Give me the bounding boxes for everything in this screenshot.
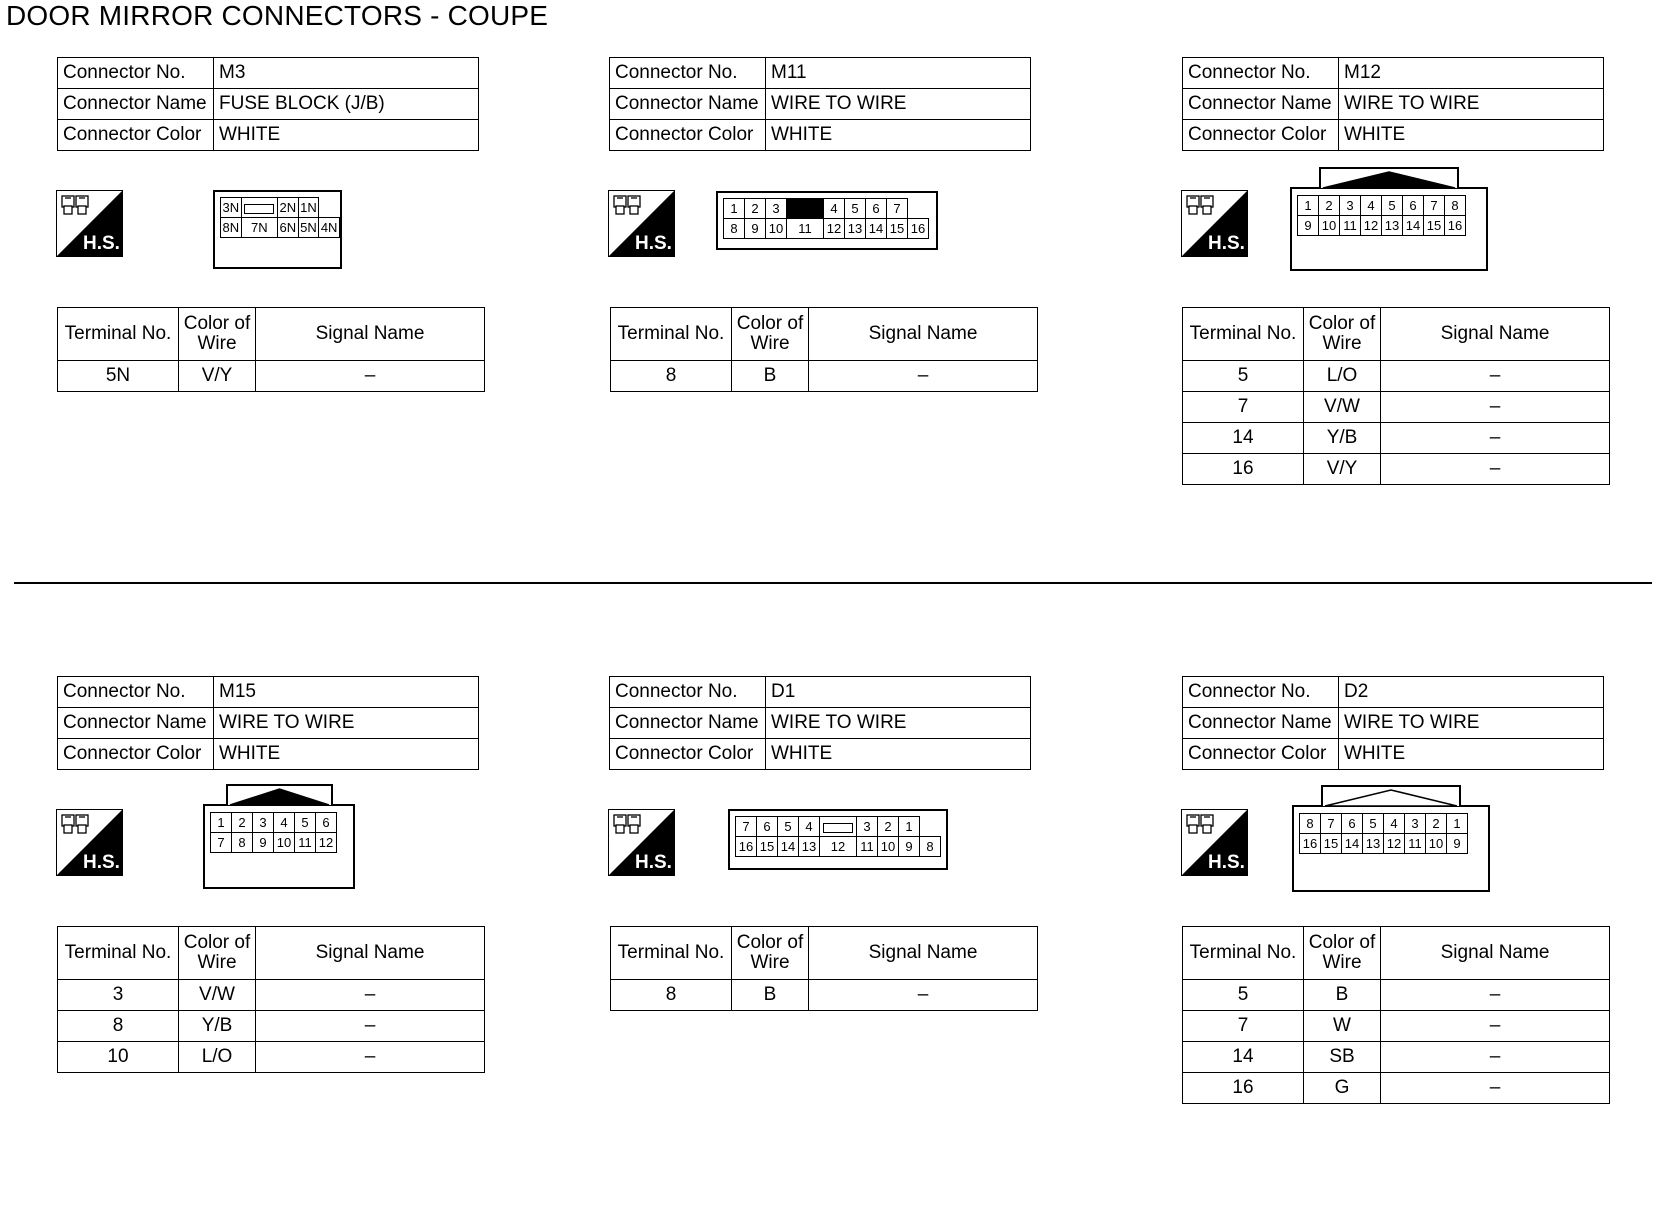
pin-cell: 16 <box>1445 216 1466 236</box>
pin-row <box>221 198 340 218</box>
info-label: Connector No. <box>58 677 214 708</box>
pin-cell: 7 <box>211 833 232 853</box>
pin-cell: 7N <box>241 218 277 238</box>
pin-cell: 5 <box>295 813 316 833</box>
terminal-no-cell: 5 <box>1183 361 1304 392</box>
pin-cell: 6N <box>278 218 299 238</box>
pin-cell: 10 <box>878 837 899 857</box>
terminal-table-header <box>1183 927 1610 980</box>
connector-face-diagram <box>728 809 948 870</box>
header-terminal-no: Terminal No. <box>1183 308 1304 361</box>
terminal-table-header <box>611 308 1038 361</box>
pin-cell: 14 <box>1403 216 1424 236</box>
wire-color-cell: V/Y <box>1304 454 1381 485</box>
connector-face-diagram <box>716 191 938 250</box>
pin-grid <box>735 816 941 857</box>
wire-color-cell: B <box>1304 980 1381 1011</box>
info-label: Connector Name <box>610 708 766 739</box>
page-title: DOOR MIRROR CONNECTORS - COUPE <box>6 0 549 31</box>
terminal-table-header <box>1183 308 1610 361</box>
pin-cell: 5N <box>298 218 319 238</box>
header-color-of-wire <box>1304 308 1381 361</box>
pin-cell: 8 <box>920 837 941 857</box>
info-row <box>58 89 479 120</box>
header-terminal-no: Terminal No. <box>611 927 732 980</box>
info-label: Connector No. <box>1183 58 1339 89</box>
signal-name-cell: – <box>1381 1042 1610 1073</box>
pin-cell: 8 <box>1445 196 1466 216</box>
info-row <box>1183 739 1604 770</box>
connector-info-table <box>609 57 1031 151</box>
header-signal-name: Signal Name <box>1381 927 1610 980</box>
pin-cell: 6 <box>757 817 778 837</box>
info-row <box>58 739 479 770</box>
info-label: Connector No. <box>610 58 766 89</box>
info-row <box>1183 677 1604 708</box>
section-divider <box>14 582 1652 584</box>
table-row <box>58 361 485 392</box>
info-row <box>58 677 479 708</box>
pin-cell: 3 <box>253 813 274 833</box>
pin-cell: 5 <box>1382 196 1403 216</box>
table-row <box>611 980 1038 1011</box>
pin-cell: 6 <box>866 199 887 219</box>
connector-face-diagram <box>203 804 355 889</box>
pin-cell: 9 <box>745 219 766 239</box>
terminal-no-cell: 16 <box>1183 454 1304 485</box>
pin-cell: 14 <box>1342 834 1363 854</box>
pin-cell: 1 <box>899 817 920 837</box>
pin-cell: 11 <box>787 219 824 239</box>
pin-grid <box>220 197 340 238</box>
pin-row <box>736 817 941 837</box>
header-wire: Wire <box>197 952 237 973</box>
pin-cell: 8 <box>232 833 253 853</box>
pin-cell: 9 <box>899 837 920 857</box>
info-value: M11 <box>766 58 1031 89</box>
wire-color-cell: W <box>1304 1011 1381 1042</box>
pin-cell: 5 <box>1363 814 1384 834</box>
info-row <box>610 739 1031 770</box>
wire-color-cell: B <box>732 361 809 392</box>
info-value: WIRE TO WIRE <box>766 708 1031 739</box>
connector-face-diagram <box>213 190 342 269</box>
pin-cell: 9 <box>1447 834 1468 854</box>
header-terminal-no: Terminal No. <box>1183 927 1304 980</box>
signal-name-cell: – <box>1381 1073 1610 1104</box>
info-value: WHITE <box>214 739 479 770</box>
pin-slot-cell <box>241 198 277 218</box>
terminal-no-cell: 16 <box>1183 1073 1304 1104</box>
pin-cell: 1 <box>724 199 745 219</box>
header-terminal-no: Terminal No. <box>58 927 179 980</box>
terminal-no-cell: 7 <box>1183 1011 1304 1042</box>
pin-cell: 5 <box>845 199 866 219</box>
wire-color-cell: B <box>732 980 809 1011</box>
pin-cell: 2N <box>278 198 299 218</box>
header-color-of: Color of <box>1308 313 1376 334</box>
pin-cell: 2 <box>232 813 253 833</box>
info-label: Connector Color <box>58 739 214 770</box>
info-row <box>58 58 479 89</box>
pin-row <box>221 218 340 238</box>
terminal-no-cell: 14 <box>1183 1042 1304 1073</box>
header-color-of: Color of <box>736 313 804 334</box>
terminal-no-cell: 5N <box>58 361 179 392</box>
pin-cell: 15 <box>1321 834 1342 854</box>
info-label: Connector No. <box>58 58 214 89</box>
terminal-no-cell: 14 <box>1183 423 1304 454</box>
pin-grid <box>1297 195 1466 236</box>
wire-color-cell: Y/B <box>179 1011 256 1042</box>
info-value: M15 <box>214 677 479 708</box>
pin-cell: 8 <box>1300 814 1321 834</box>
connector-lock-hood <box>1319 167 1459 189</box>
pin-cell: 3N <box>221 198 242 218</box>
header-signal-name: Signal Name <box>1381 308 1610 361</box>
info-label: Connector Color <box>610 120 766 151</box>
header-color-of: Color of <box>1308 932 1376 953</box>
info-label: Connector Name <box>610 89 766 120</box>
info-label: Connector Color <box>1183 120 1339 151</box>
pin-cell: 1 <box>211 813 232 833</box>
signal-name-cell: – <box>1381 361 1610 392</box>
pin-cell: 7 <box>1424 196 1445 216</box>
terminal-no-cell: 3 <box>58 980 179 1011</box>
pin-cell: 7 <box>736 817 757 837</box>
pin-row <box>724 219 929 239</box>
header-terminal-no: Terminal No. <box>58 308 179 361</box>
pin-cell: 9 <box>1298 216 1319 236</box>
terminal-table-header <box>58 308 485 361</box>
wire-color-cell: G <box>1304 1073 1381 1104</box>
signal-name-cell: – <box>809 361 1038 392</box>
signal-name-cell: – <box>256 980 485 1011</box>
signal-name-cell: – <box>256 361 485 392</box>
pin-cell: 3 <box>766 199 787 219</box>
pin-cell: 2 <box>745 199 766 219</box>
harness-side-icon <box>1181 190 1248 257</box>
pin-cell: 12 <box>820 837 857 857</box>
pin-cell: 15 <box>1424 216 1445 236</box>
pin-cell: 8 <box>724 219 745 239</box>
pin-cell: 4 <box>799 817 820 837</box>
info-value: WIRE TO WIRE <box>1339 89 1604 120</box>
pin-cell: 13 <box>1363 834 1384 854</box>
pin-row <box>1298 196 1466 216</box>
terminal-table <box>57 307 485 392</box>
info-value: M3 <box>214 58 479 89</box>
pin-cell: 10 <box>1426 834 1447 854</box>
terminal-table-header <box>58 927 485 980</box>
info-row <box>58 708 479 739</box>
pin-grid <box>210 812 337 853</box>
info-label: Connector Name <box>58 89 214 120</box>
connector-lock-hood <box>1321 785 1461 807</box>
pin-cell: 2 <box>878 817 899 837</box>
info-label: Connector Name <box>58 708 214 739</box>
info-row <box>610 120 1031 151</box>
header-signal-name: Signal Name <box>809 308 1038 361</box>
pin-row <box>1298 216 1466 236</box>
table-row <box>1183 361 1610 392</box>
info-value: D2 <box>1339 677 1604 708</box>
terminal-no-cell: 5 <box>1183 980 1304 1011</box>
svg-text:H.S.: H.S. <box>1208 852 1245 873</box>
info-label: Connector No. <box>610 677 766 708</box>
table-row <box>1183 980 1610 1011</box>
signal-name-cell: – <box>256 1011 485 1042</box>
info-value: WIRE TO WIRE <box>766 89 1031 120</box>
info-row <box>1183 708 1604 739</box>
header-color-of: Color of <box>183 313 251 334</box>
header-wire: Wire <box>750 952 790 973</box>
table-row <box>58 1042 485 1073</box>
table-row <box>1183 1011 1610 1042</box>
info-label: Connector Color <box>610 739 766 770</box>
pin-cell: 10 <box>1319 216 1340 236</box>
info-value: WHITE <box>1339 739 1604 770</box>
wire-color-cell: Y/B <box>1304 423 1381 454</box>
info-label: Connector Color <box>1183 739 1339 770</box>
svg-text:H.S.: H.S. <box>635 233 672 254</box>
pin-blank-cell <box>787 199 824 219</box>
pin-cell: 2 <box>1319 196 1340 216</box>
pin-cell: 2 <box>1426 814 1447 834</box>
terminal-table <box>1182 926 1610 1104</box>
pin-cell: 4 <box>274 813 295 833</box>
terminal-table <box>610 307 1038 392</box>
table-row <box>1183 423 1610 454</box>
table-row <box>58 980 485 1011</box>
terminal-table <box>1182 307 1610 485</box>
info-label: Connector No. <box>1183 677 1339 708</box>
terminal-no-cell: 8 <box>611 361 732 392</box>
pin-cell: 12 <box>316 833 337 853</box>
harness-side-icon <box>608 809 675 876</box>
pin-cell: 4 <box>824 199 845 219</box>
signal-name-cell: – <box>1381 392 1610 423</box>
header-color-of-wire <box>1304 927 1381 980</box>
pin-cell: 3 <box>1405 814 1426 834</box>
connector-face-diagram <box>1292 805 1490 892</box>
header-color-of-wire <box>732 927 809 980</box>
header-color-of-wire <box>179 927 256 980</box>
terminal-table <box>610 926 1038 1011</box>
info-value: M12 <box>1339 58 1604 89</box>
header-terminal-no: Terminal No. <box>611 308 732 361</box>
header-signal-name: Signal Name <box>256 927 485 980</box>
connector-face-diagram <box>1290 187 1488 271</box>
info-label: Connector Color <box>58 120 214 151</box>
header-color-of-wire <box>732 308 809 361</box>
info-row <box>610 58 1031 89</box>
pin-cell: 1 <box>1447 814 1468 834</box>
svg-text:H.S.: H.S. <box>83 233 120 254</box>
info-row <box>610 89 1031 120</box>
terminal-no-cell: 8 <box>611 980 732 1011</box>
pin-cell: 8N <box>221 218 242 238</box>
signal-name-cell: – <box>1381 454 1610 485</box>
info-row <box>1183 89 1604 120</box>
pin-cell: 13 <box>1382 216 1403 236</box>
pin-cell: 12 <box>824 219 845 239</box>
table-row <box>58 1011 485 1042</box>
table-row <box>611 361 1038 392</box>
harness-side-icon <box>56 190 123 257</box>
signal-name-cell: – <box>809 980 1038 1011</box>
header-wire: Wire <box>1322 333 1362 354</box>
info-value: FUSE BLOCK (J/B) <box>214 89 479 120</box>
pin-cell: 4N <box>319 218 340 238</box>
info-row <box>1183 120 1604 151</box>
connector-info-table <box>1182 676 1604 770</box>
wire-color-cell: V/W <box>1304 392 1381 423</box>
pin-cell: 14 <box>866 219 887 239</box>
info-value: WIRE TO WIRE <box>214 708 479 739</box>
connector-info-table <box>1182 57 1604 151</box>
table-row <box>1183 454 1610 485</box>
pin-cell: 16 <box>908 219 929 239</box>
header-wire: Wire <box>750 333 790 354</box>
svg-text:H.S.: H.S. <box>635 852 672 873</box>
wire-color-cell: L/O <box>1304 361 1381 392</box>
terminal-no-cell: 10 <box>58 1042 179 1073</box>
header-wire: Wire <box>197 333 237 354</box>
pin-cell: 3 <box>1340 196 1361 216</box>
terminal-no-cell: 7 <box>1183 392 1304 423</box>
harness-side-icon <box>608 190 675 257</box>
table-row <box>1183 1073 1610 1104</box>
pin-grid <box>1299 813 1468 854</box>
wire-color-cell: V/W <box>179 980 256 1011</box>
signal-name-cell: – <box>1381 423 1610 454</box>
signal-name-cell: – <box>1381 980 1610 1011</box>
header-color-of: Color of <box>736 932 804 953</box>
pin-cell: 14 <box>778 837 799 857</box>
pin-row <box>1300 814 1468 834</box>
pin-cell: 4 <box>1361 196 1382 216</box>
info-value: WHITE <box>766 739 1031 770</box>
pin-cell: 5 <box>778 817 799 837</box>
pin-slot-cell <box>820 817 857 837</box>
pin-row <box>211 833 337 853</box>
pin-cell: 13 <box>845 219 866 239</box>
harness-side-icon <box>1181 809 1248 876</box>
connector-lock-hood <box>226 784 333 806</box>
pin-grid <box>723 198 929 239</box>
table-row <box>1183 1042 1610 1073</box>
header-signal-name: Signal Name <box>256 308 485 361</box>
pin-row <box>1300 834 1468 854</box>
pin-cell: 12 <box>1384 834 1405 854</box>
wire-color-cell: V/Y <box>179 361 256 392</box>
pin-cell: 16 <box>1300 834 1321 854</box>
pin-cell: 6 <box>1403 196 1424 216</box>
pin-cell: 11 <box>1340 216 1361 236</box>
pin-cell: 1 <box>1298 196 1319 216</box>
pin-cell: 16 <box>736 837 757 857</box>
info-row <box>58 120 479 151</box>
info-value: WHITE <box>1339 120 1604 151</box>
signal-name-cell: – <box>256 1042 485 1073</box>
terminal-table-header <box>611 927 1038 980</box>
svg-text:H.S.: H.S. <box>83 852 120 873</box>
header-signal-name: Signal Name <box>809 927 1038 980</box>
pin-cell: 7 <box>887 199 908 219</box>
terminal-table <box>57 926 485 1073</box>
info-value: WIRE TO WIRE <box>1339 708 1604 739</box>
connector-info-table <box>57 57 479 151</box>
pin-cell: 9 <box>253 833 274 853</box>
pin-cell: 11 <box>857 837 878 857</box>
signal-name-cell: – <box>1381 1011 1610 1042</box>
harness-side-icon <box>56 809 123 876</box>
wire-color-cell: SB <box>1304 1042 1381 1073</box>
connector-info-table <box>57 676 479 770</box>
connector-info-table <box>609 676 1031 770</box>
pin-row <box>724 199 929 219</box>
info-row <box>610 677 1031 708</box>
pin-row <box>736 837 941 857</box>
info-value: D1 <box>766 677 1031 708</box>
pin-cell: 15 <box>757 837 778 857</box>
terminal-no-cell: 8 <box>58 1011 179 1042</box>
table-row <box>1183 392 1610 423</box>
pin-cell: 11 <box>295 833 316 853</box>
pin-cell: 10 <box>766 219 787 239</box>
info-value: WHITE <box>214 120 479 151</box>
pin-cell: 10 <box>274 833 295 853</box>
svg-text:H.S.: H.S. <box>1208 233 1245 254</box>
pin-cell: 6 <box>1342 814 1363 834</box>
info-row <box>610 708 1031 739</box>
info-row <box>1183 58 1604 89</box>
header-color-of: Color of <box>183 932 251 953</box>
pin-cell: 11 <box>1405 834 1426 854</box>
info-value: WHITE <box>766 120 1031 151</box>
pin-cell: 4 <box>1384 814 1405 834</box>
pin-cell: 1N <box>298 198 319 218</box>
pin-cell: 3 <box>857 817 878 837</box>
pin-cell: 13 <box>799 837 820 857</box>
wire-color-cell: L/O <box>179 1042 256 1073</box>
header-color-of-wire <box>179 308 256 361</box>
info-label: Connector Name <box>1183 89 1339 120</box>
pin-row <box>211 813 337 833</box>
pin-cell: 12 <box>1361 216 1382 236</box>
info-label: Connector Name <box>1183 708 1339 739</box>
pin-cell: 6 <box>316 813 337 833</box>
pin-cell: 7 <box>1321 814 1342 834</box>
header-wire: Wire <box>1322 952 1362 973</box>
pin-cell: 15 <box>887 219 908 239</box>
